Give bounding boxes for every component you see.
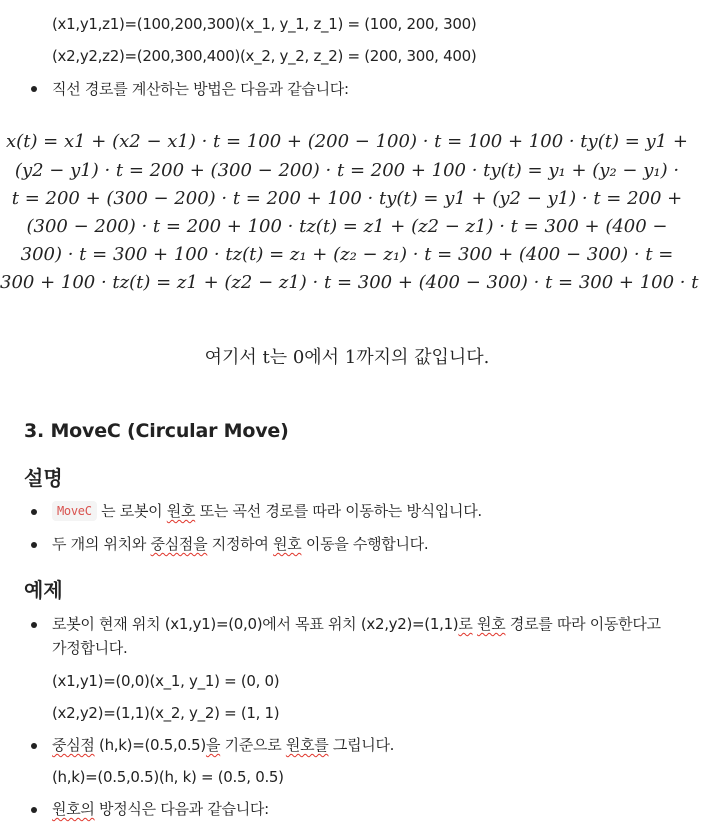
equation-line-6: 300 + 100 · tz(t) = z1 + (z2 − z1) · t = 300 + (400 − 300) · t = 300 + 100 · t — [0, 272, 699, 293]
description-heading: 설명 — [24, 466, 63, 490]
desc-bullet-1 — [52, 501, 482, 521]
desc-text: 지정하여 — [207, 535, 274, 553]
example-bullet-1-line-2: 가정합니다. — [52, 639, 128, 657]
example-text: (h,k)=(0.5,0.5) — [94, 736, 206, 754]
bullet-dot — [31, 86, 37, 92]
example-text: 그립니다. — [328, 736, 395, 754]
example-heading: 예제 — [24, 578, 63, 602]
example-coord-2: (x2,y2)=(1,1)(x_2, y_2) = (1, 1) — [52, 704, 280, 722]
example-bullet-3 — [52, 799, 269, 819]
desc-text: 두 개의 위치와 — [52, 535, 151, 553]
bullet-dot — [31, 807, 37, 813]
equation-line-1: x(t) = x1 + (x2 − x1) · t = 100 + (200 − 100) · t = 100 + 100 · ty(t) = y1 + — [6, 131, 688, 152]
example-bullet-1 — [52, 614, 661, 634]
equation-line-5: 300) · t = 300 + 100 · tz(t) = z₁ + (z₂ − z₁) · t = 300 + (400 − 300) · t = — [20, 244, 674, 265]
spellcheck-word: 중심점을 — [150, 535, 208, 553]
spellcheck-word: 원호 — [166, 502, 196, 520]
coord-line-1: (x1,y1,z1)=(100,200,300)(x_1, y_1, z_1) = (100, 200, 300) — [52, 15, 477, 33]
spellcheck-word: 을 — [205, 736, 221, 754]
example-text: 로봇이 현재 위치 (x1,y1)=(0,0)에서 목표 위치 (x2,y2)=(1,1) — [52, 615, 459, 633]
example-coord-1: (x1,y1)=(0,0)(x_1, y_1) = (0, 0) — [52, 672, 280, 690]
example-coord-3: (h,k)=(0.5,0.5)(h, k) = (0.5, 0.5) — [52, 768, 284, 786]
spellcheck-word: 원호 — [477, 615, 506, 633]
bullet-dot — [31, 622, 37, 628]
example-text: 경로를 따라 이동한다고 — [505, 615, 661, 633]
desc-text: 이동을 수행합니다. — [301, 535, 429, 553]
desc-bullet-2 — [52, 534, 428, 554]
spellcheck-word: 원호를 — [285, 736, 329, 754]
bullet-dot — [31, 509, 37, 515]
spellcheck-word: 원호 — [273, 535, 302, 553]
desc-text: 또는 곡선 경로를 따라 이동하는 방식입니다. — [195, 502, 482, 520]
example-text: 방정식은 다음과 같습니다: — [94, 800, 269, 818]
equation-line-2: (y2 − y1) · t = 200 + (300 − 200) · t = 200 + 100 · ty(t) = y₁ + (y₂ − y₁) · — [14, 160, 680, 181]
equation-line-4: (300 − 200) · t = 200 + 100 · tz(t) = z1 + (z2 − z1) · t = 300 + (400 − — [26, 216, 668, 237]
example-bullet-2 — [52, 735, 394, 755]
spellcheck-word: 로 — [458, 615, 473, 633]
spellcheck-word: 원호의 — [52, 800, 95, 818]
bullet-dot — [31, 542, 37, 548]
bullet-linear-path: 직선 경로를 계산하는 방법은 다음과 같습니다: — [52, 80, 349, 98]
section-title: 3. MoveC (Circular Move) — [24, 420, 289, 442]
equation-line-3: t = 200 + (300 − 200) · t = 200 + 100 · ty(t) = y1 + (y2 − y1) · t = 200 + — [11, 188, 683, 209]
equation-note: 여기서 t는 0에서 1까지의 값입니다. — [204, 347, 490, 368]
coord-line-2: (x2,y2,z2)=(200,300,400)(x_2, y_2, z_2) = (200, 300, 400) — [52, 47, 477, 65]
desc-text: 는 로봇이 — [96, 502, 167, 520]
example-text: 기준으로 — [220, 736, 286, 754]
inline-code-movec: MoveC — [52, 501, 97, 521]
bullet-dot — [31, 743, 37, 749]
spellcheck-word: 중심점 — [52, 736, 95, 754]
